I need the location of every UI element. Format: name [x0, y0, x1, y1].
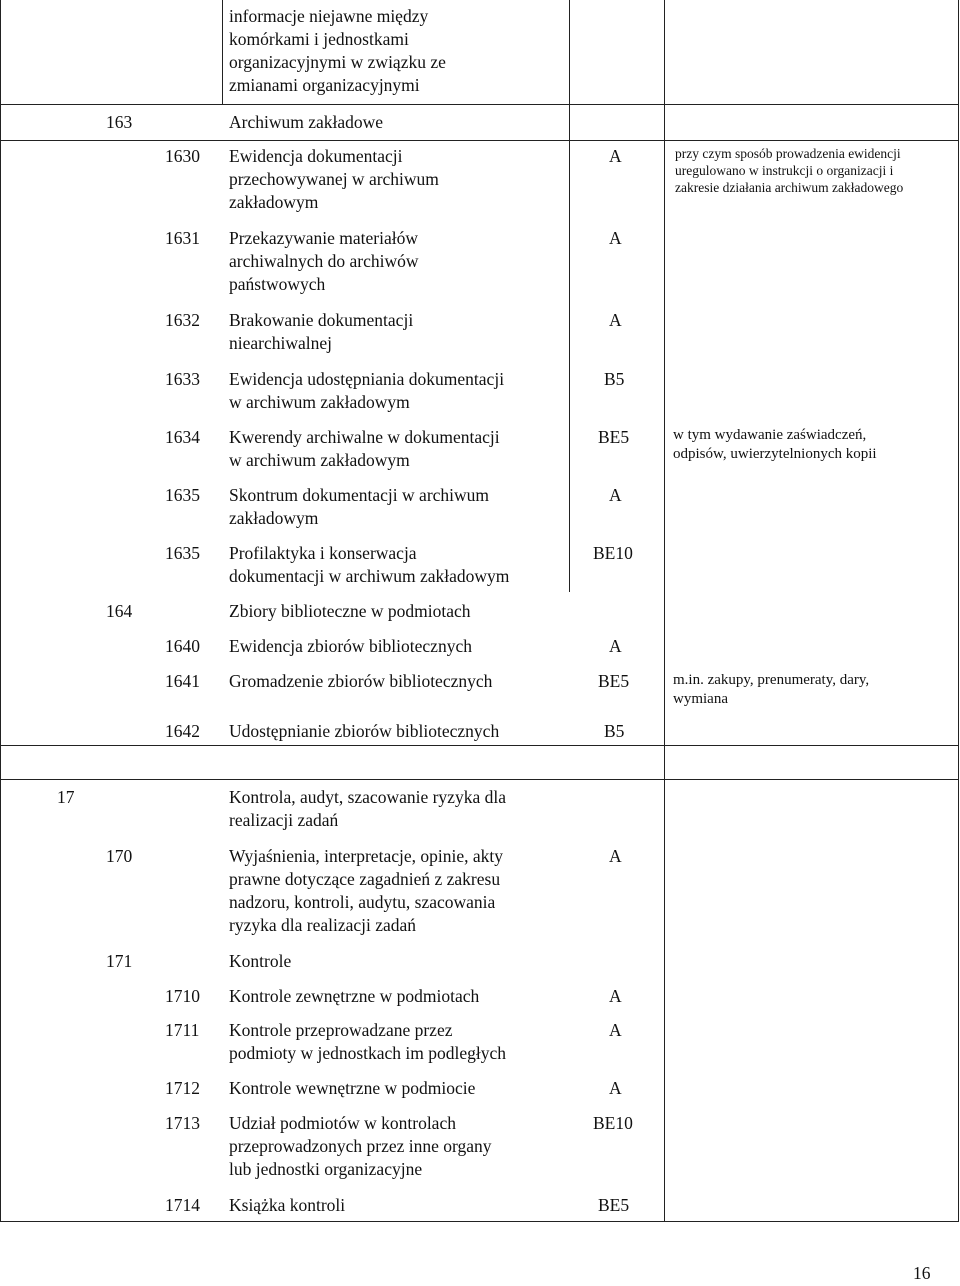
row-title-line: Profilaktyka i konserwacja [229, 543, 417, 563]
row-title-line: podmioty w jednostkach im podległych [229, 1043, 507, 1063]
row-note-line: m.in. zakupy, prenumeraty, dary, [673, 672, 870, 688]
row-separator [0, 745, 959, 746]
row-code: 1641 [165, 671, 200, 691]
row-title-line: nadzoru, kontroli, audytu, szacowania [229, 892, 496, 912]
row-title-line: Kontrole zewnętrzne w podmiotach [229, 986, 480, 1006]
row-title-line: przeprowadzonych przez inne organy [229, 1136, 492, 1156]
row-code: 1642 [165, 721, 200, 741]
row-code: 170 [106, 846, 133, 866]
row-category: A [609, 986, 622, 1006]
group-title: Kontrole [229, 951, 292, 971]
row-title-line: Udział podmiotów w kontrolach [229, 1113, 456, 1133]
row-category: BE5 [598, 1195, 630, 1215]
row-title-line: przechowywanej w archiwum [229, 169, 439, 189]
row-category: B5 [604, 369, 625, 389]
row-code: 1712 [165, 1078, 200, 1098]
row-code: 1714 [165, 1195, 200, 1215]
row-title-line: dokumentacji w archiwum zakładowym [229, 566, 510, 586]
row-title-line: zakładowym [229, 508, 319, 528]
column-divider-title [222, 0, 223, 104]
row-separator [0, 1221, 959, 1222]
row-title-line: w archiwum zakładowym [229, 392, 410, 412]
row-title-line: Kontrole przeprowadzane przez [229, 1020, 453, 1040]
row-code: 1640 [165, 636, 200, 656]
row-code: 1713 [165, 1113, 200, 1133]
row-note-line: zakresie działania archiwum zakładowego [675, 180, 904, 195]
row-title-line: Wyjaśnienia, interpretacje, opinie, akty [229, 846, 503, 866]
row-category: A [609, 636, 622, 656]
row-category: A [609, 1078, 622, 1098]
row-title-line: Ewidencja zbiorów bibliotecznych [229, 636, 472, 656]
row-code: 1631 [165, 228, 200, 248]
row-note-line: wymiana [673, 691, 728, 707]
row-separator [0, 140, 959, 141]
row-code: 1711 [165, 1020, 200, 1040]
row-category: BE10 [593, 543, 633, 563]
row-code: 1635 [165, 485, 200, 505]
group-code: 171 [106, 951, 133, 971]
table-border-left [0, 0, 1, 1222]
row-separator [0, 779, 959, 780]
row-category: A [609, 485, 622, 505]
row-category: BE10 [593, 1113, 633, 1133]
group-code: 164 [106, 601, 133, 621]
column-divider-notes [664, 0, 665, 1222]
row-category: A [609, 146, 622, 166]
row-code: 1635 [165, 543, 200, 563]
continuation-line: informacje niejawne między [229, 6, 429, 26]
row-title-line: ryzyka dla realizacji zadań [229, 915, 417, 935]
row-title-line: Przekazywanie materiałów [229, 228, 419, 248]
group-title: Archiwum zakładowe [229, 112, 384, 132]
row-note-line: w tym wydawanie zaświadczeń, [673, 427, 867, 443]
group-title: Zbiory biblioteczne w podmiotach [229, 601, 471, 621]
row-title-line: Ewidencja udostępniania dokumentacji [229, 369, 505, 389]
row-category: BE5 [598, 427, 630, 447]
continuation-line: organizacyjnymi w związku ze [229, 52, 446, 72]
group-code: 163 [106, 112, 133, 132]
row-code: 1632 [165, 310, 200, 330]
row-title-line: Kontrole wewnętrzne w podmiocie [229, 1078, 476, 1098]
row-title-line: Skontrum dokumentacji w archiwum [229, 485, 490, 505]
row-category: A [609, 1020, 622, 1040]
row-category: BE5 [598, 671, 630, 691]
row-title-line: zakładowym [229, 192, 319, 212]
row-category: B5 [604, 721, 625, 741]
group-title-line: Kontrola, audyt, szacowanie ryzyka dla [229, 787, 506, 807]
row-title-line: prawne dotyczące zagadnień z zakresu [229, 869, 501, 889]
row-title-line: archiwalnych do archiwów [229, 251, 419, 271]
page-number: 16 [913, 1263, 931, 1283]
group-title-line: realizacji zadań [229, 810, 339, 830]
row-note-line: przy czym sposób prowadzenia ewidencji [675, 146, 901, 161]
row-title-line: lub jednostki organizacyjne [229, 1159, 423, 1179]
row-separator [0, 104, 959, 105]
row-title-line: Książka kontroli [229, 1195, 346, 1215]
table-border-right [958, 0, 959, 1222]
row-code: 1710 [165, 986, 200, 1006]
row-title-line: Ewidencja dokumentacji [229, 146, 403, 166]
row-code: 1634 [165, 427, 200, 447]
row-title-line: Udostępnianie zbiorów bibliotecznych [229, 721, 500, 741]
row-code: 1633 [165, 369, 200, 389]
row-category: A [609, 228, 622, 248]
row-note-line: uregulowano w instrukcji o organizacji i [675, 163, 894, 178]
row-note-line: odpisów, uwierzytelnionych kopii [673, 446, 877, 462]
row-category: A [609, 310, 622, 330]
row-title-line: Kwerendy archiwalne w dokumentacji [229, 427, 500, 447]
continuation-line: komórkami i jednostkami [229, 29, 409, 49]
column-divider-category [569, 0, 570, 592]
row-title-line: w archiwum zakładowym [229, 450, 410, 470]
row-title-line: państwowych [229, 274, 326, 294]
group-code: 17 [57, 787, 75, 807]
row-title-line: Brakowanie dokumentacji [229, 310, 414, 330]
row-category: A [609, 846, 622, 866]
row-title-line: niearchiwalnej [229, 333, 333, 353]
row-title-line: Gromadzenie zbiorów bibliotecznych [229, 671, 493, 691]
row-code: 1630 [165, 146, 200, 166]
continuation-line: zmianami organizacyjnymi [229, 75, 420, 95]
